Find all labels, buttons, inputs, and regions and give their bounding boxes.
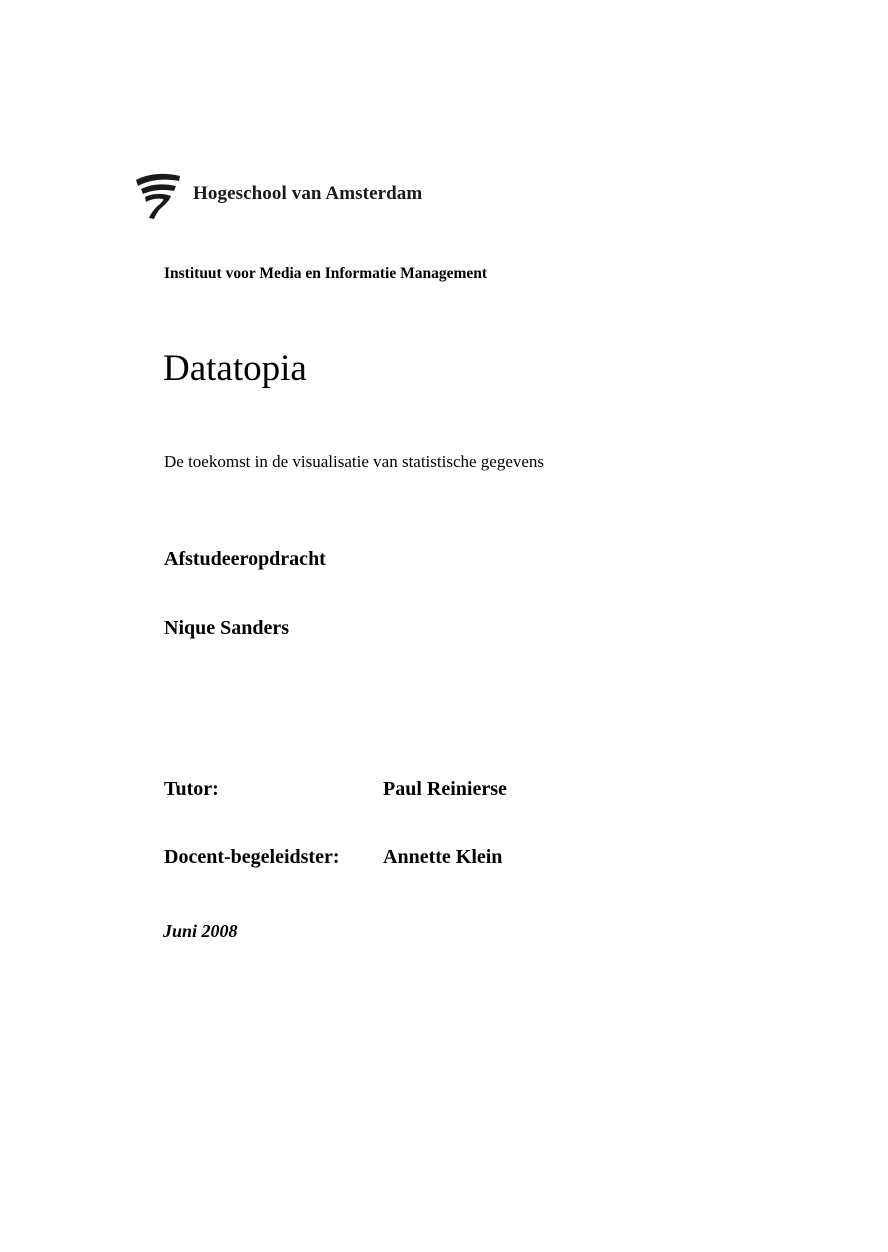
- institution-name: Hogeschool van Amsterdam: [193, 183, 423, 204]
- author-name: Nique Sanders: [164, 617, 290, 639]
- institute-name: Instituut voor Media en Informatie Management: [164, 265, 488, 282]
- tutor-name: Paul Reinierse: [383, 778, 507, 800]
- tutor-label: Tutor:: [164, 778, 219, 800]
- document-subtitle: De toekomst in de visualisatie van statistische gegevens: [164, 452, 545, 471]
- institution-logo: [133, 172, 422, 220]
- hva-logo-icon: [133, 172, 183, 220]
- assignment-type: Afstudeeropdracht: [164, 548, 326, 570]
- docent-name: Annette Klein: [383, 846, 503, 868]
- document-date: Juni 2008: [163, 921, 238, 941]
- docent-label: Docent-begeleidster:: [164, 846, 340, 868]
- document-title: Datatopia: [163, 348, 307, 389]
